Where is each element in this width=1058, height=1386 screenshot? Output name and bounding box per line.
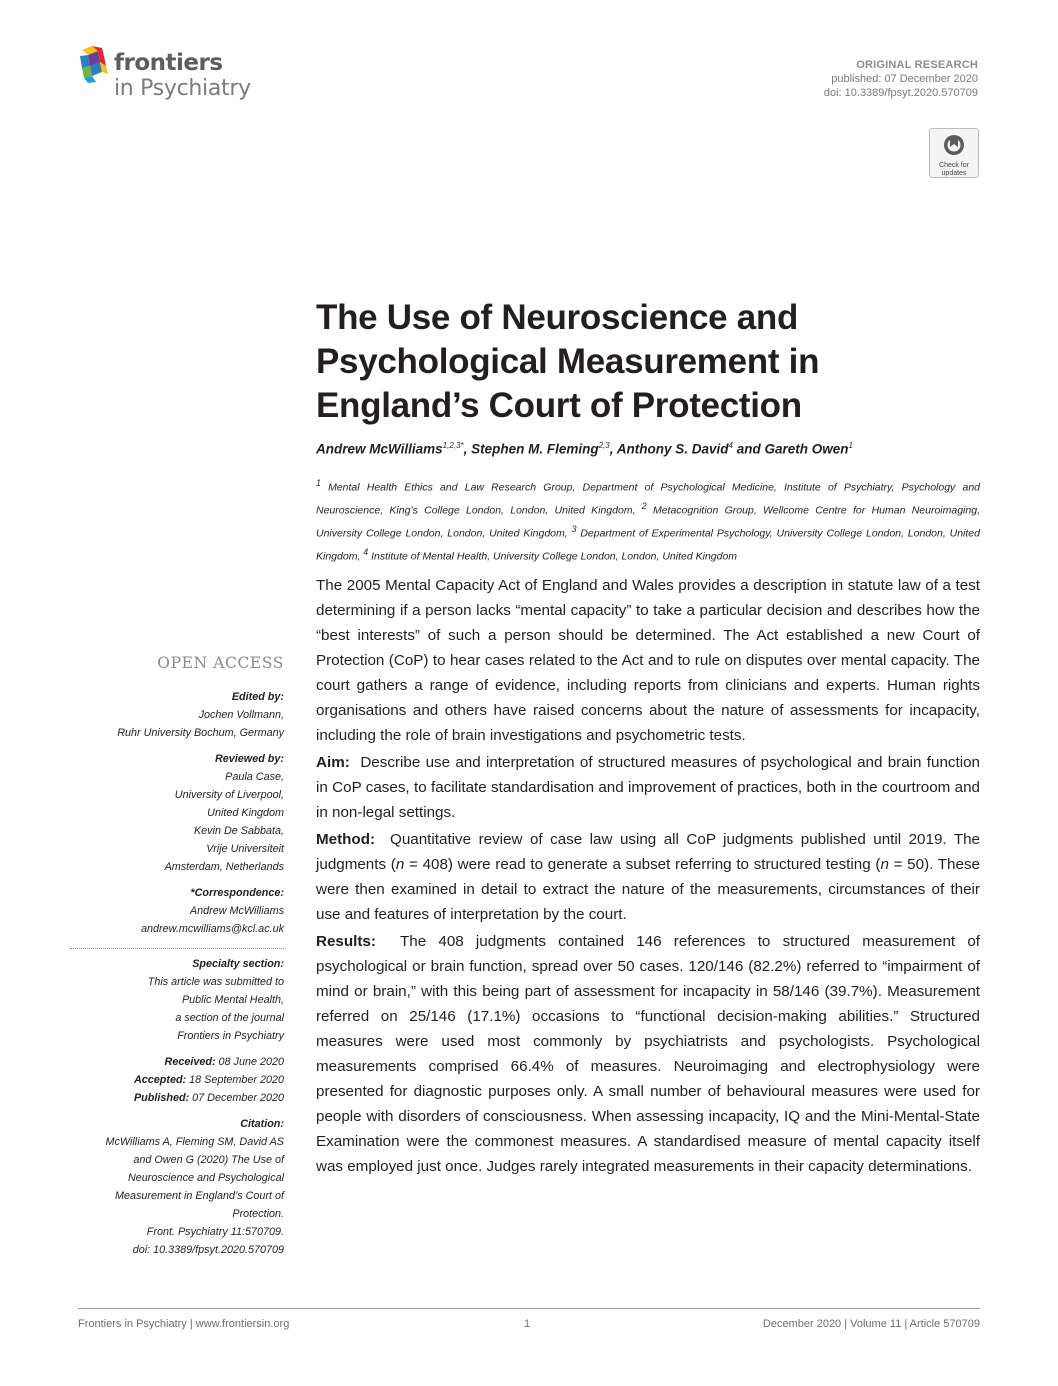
citation-line: Front. Psychiatry 11:570709. [146,1226,284,1238]
specialty-line: This article was submitted to [147,976,284,988]
author-name[interactable]: Anthony S. David [616,441,729,457]
citation-line: and Owen G (2020) The Use of [133,1154,284,1166]
author-affiliation-marker: 2,3 [598,441,610,450]
author-affiliation-marker: 1,2,3* [442,441,464,450]
crossmark-icon [943,134,965,156]
logo-word-journal: in Psychiatry [114,76,251,101]
citation-line: Measurement in England’s Court of [114,1190,284,1202]
reviewed-by-label: Reviewed by: [214,753,284,765]
abstract-intro: The 2005 Mental Capacity Act of England and Wales provides a description in statute law of a test determining if a person lacks “mental capacity” to take a particular decision and describes how the “best interests” of such a person should be determined. The Act established a new Court of Protection (CoP) to hear cases related to the Act and to rule on disputes over mental capacity. The court gathers a range of evidence, including reports from clinicians and experts. Human rights organisations and others have raised concerns about the nature of assessments for incapacity, including the role of brain investigations and psychometric tests. [316,577,980,744]
reviewer-line: Amsterdam, Netherlands [164,861,284,873]
citation-line: McWilliams A, Fleming SM, David AS [105,1136,284,1148]
specialty-line: a section of the journal [175,1012,284,1024]
author-name[interactable]: Stephen M. Fleming [471,441,599,457]
affiliation: Institute of Mental Health, University College London, London, United Kingdom [371,550,738,563]
correspondence-email[interactable]: andrew.mcwilliams@kcl.ac.uk [141,923,284,935]
footer-issue: December 2020 | Volume 11 | Article 570709 [762,1318,980,1330]
affiliation: Department of Experimental Psychology, University College London, London, United Kingdom, [316,527,980,563]
citation-line: Neuroscience and Psychological [127,1172,284,1184]
logo-word-frontiers: frontiers [114,50,223,76]
reviewer-line: Vrije Universiteit [206,843,284,855]
reviewer-line: United Kingdom [207,807,284,819]
page-number: 1 [524,1318,531,1330]
edited-by-label: Edited by: [231,691,284,703]
affiliations: $^1$ Mental Health Ethics and Law Research Group, Department of Psychological Medicine, Institute of Psychiatry, Psychology and Neuroscience, King’s College London, London, United Kingdom, $^2$ Metacognition Group, Wellcome Centre for Human Neuroimaging, University College London, London, United Kingdom, $^3$ Department of Experimental Psychology, University College London, London, United Kingdom, $^4$ Institute of Mental Health, University College London, London, United Kingdom [316,478,980,563]
author-affiliation-marker: 1 [848,441,853,450]
author-affiliation-marker: 4 [728,441,733,450]
article-doi[interactable]: doi: 10.3389/fpsyt.2020.570709 [823,87,978,99]
citation-label: Citation: [240,1118,284,1130]
editor-line: Jochen Vollmann, [198,709,284,721]
affiliation: Mental Health Ethics and Law Research Group, Department of Psychological Medicine, Institute of Psychiatry, Psychology and Neuroscience, King’s College London, London, United Kingdom, [316,481,980,517]
specialty-line: Frontiers in Psychiatry [177,1030,284,1042]
published-date: published: 07 December 2020 [831,73,978,85]
check-for-updates-button[interactable] [929,128,979,178]
journal-logo[interactable] [78,44,268,108]
author-name[interactable]: Gareth Owen [764,441,849,457]
article-type: ORIGINAL RESEARCH [856,59,978,71]
citation-doi[interactable]: doi: 10.3389/fpsyt.2020.570709 [132,1244,284,1256]
abstract [316,573,980,1181]
specialty-line: Public Mental Health, [181,994,284,1006]
affiliation: Metacognition Group, Wellcome Centre for Human Neuroimaging, University College London, London, United Kingdom, [316,504,980,540]
open-access-label: OPEN ACCESS [157,654,284,672]
frontiers-cube-logo-icon [78,44,114,84]
received-date: Received: 08 June 2020 [164,1056,284,1068]
article-title: The Use of Neuroscience and Psychological Measurement in England’s Court of Protection [316,298,820,425]
citation-line: Protection. [232,1208,284,1220]
abstract-results: Results: The 408 judgments contained 146 references to structured measurement of psychological or brain function, spread over 50 cases. 120/146 (82.2%) referred to “impairment of mind or brain,” with this being part of assessment for incapacity in 58/146 (39.7%). Measurement referred on 25/146 (17.1%) occasions to “functional decision-making abilities.” Structured measures were used most commonly by psychiatrists and psychologists. Psychological measurements comprised 66.4% of measures. Neuroimaging and electrophysiology were presented for diagnostic purposes only. A small number of behavioural measures were used for people with disorders of consciousness. When assessing incapacity, IQ and the Mini-Mental-State Examination were the commonest measures. A standardised measure of mental capacity itself was employed just once. Judges rarely integrated measurements in their capacity determinations. [316,933,980,1175]
reviewer-line: Kevin De Sabbata, [193,825,284,837]
abstract-aim: Aim: Describe use and interpretation of structured measures of psychological and brain function in CoP cases, to facilitate standardisation and improvement of practices, both in the courtroom and in non-legal settings. [316,754,980,821]
correspondence-name: Andrew McWilliams [189,905,284,917]
article-meta [824,58,978,100]
correspondence-label: *Correspondence: [190,887,284,899]
footer-divider [78,1308,980,1309]
reviewer-line: University of Liverpool, [174,789,284,801]
author-list: Andrew McWilliams$^{1,2,3*}$, Stephen M. Fleming$^{2,3}$, Anthony S. David$^4$ and Gareth Owen$^1$ [316,441,853,457]
specialty-section-label: Specialty section: [70,948,284,973]
article-info-sidebar [70,654,284,1259]
accepted-date: Accepted: 18 September 2020 [133,1074,284,1086]
check-updates-label: Check for updates [939,162,969,177]
abstract-method: Method: Quantitative review of case law using all CoP judgments published until 2019. The judgments (n = 408) were read to generate a subset referring to structured testing (n = 50). These were then examined in detail to extract the nature of the measurements, circumstances of their use and features of interpretation by the court. [316,831,980,923]
footer-journal[interactable]: Frontiers in Psychiatry | www.frontiersin.org [78,1318,290,1330]
author-name[interactable]: Andrew McWilliams [316,441,443,457]
reviewer-line: Paula Case, [225,771,284,783]
published-date-sidebar: Published: 07 December 2020 [133,1092,284,1104]
editor-line: Ruhr University Bochum, Germany [117,727,284,739]
